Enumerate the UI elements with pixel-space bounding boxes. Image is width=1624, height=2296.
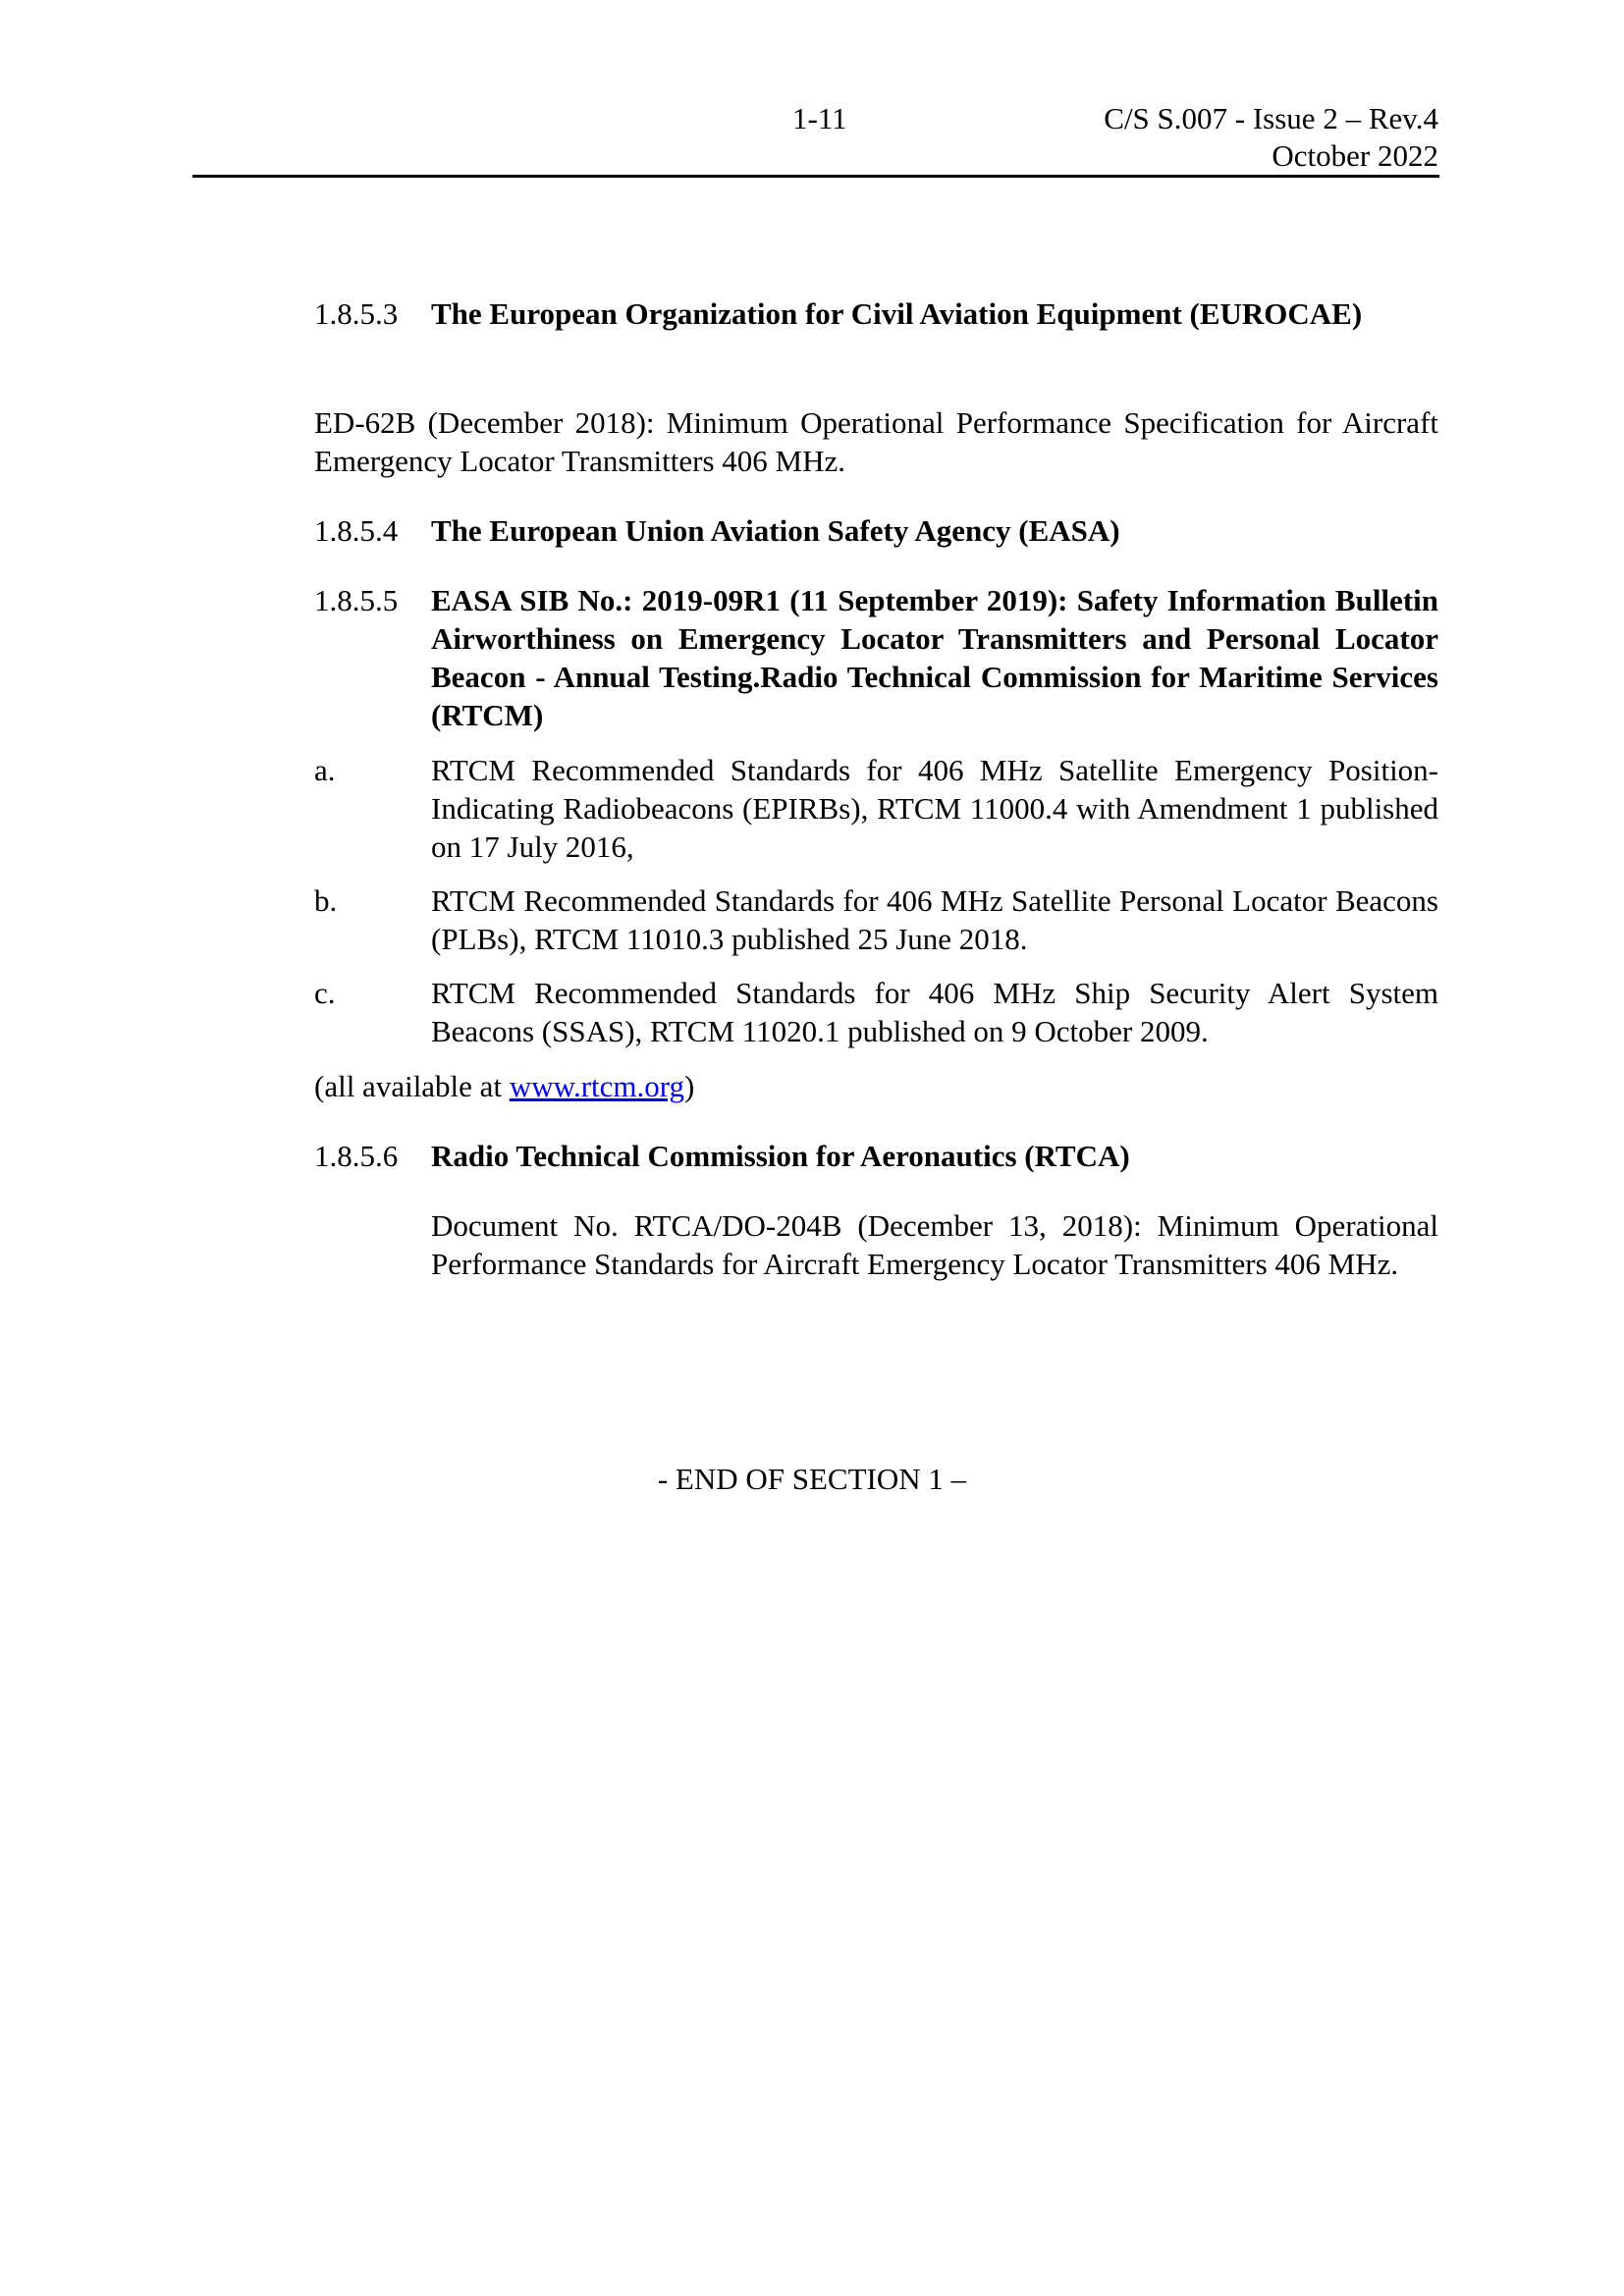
section-number: 1.8.5.3 xyxy=(314,296,399,331)
section-paragraph: ED-62B (December 2018): Minimum Operational Performance Specification for Aircraft Emergency Locator Transmitters 406 MHz. xyxy=(314,405,1438,478)
list-item-letter: a. xyxy=(314,753,336,787)
header-rule xyxy=(192,175,1439,178)
list-item-letter: c. xyxy=(314,976,336,1010)
end-of-section: - END OF SECTION 1 – xyxy=(657,1462,967,1496)
section-paragraph: Document No. RTCA/DO-204B (December 13, 2018): Minimum Operational Performance Standards for Aircraft Emergency Locator Transmitters 406 MHz. xyxy=(431,1208,1438,1281)
list-item-letter: b. xyxy=(314,883,338,918)
document-date: October 2022 xyxy=(1272,138,1438,173)
rtcm-link[interactable]: www.rtcm.org xyxy=(509,1069,685,1103)
page-number: 1-11 xyxy=(792,101,847,135)
section-number: 1.8.5.6 xyxy=(314,1139,399,1173)
section-heading: EASA SIB No.: 2019-09R1 (11 September 2019): Safety Information Bulletin Airworthiness on Emergency Locator Transmitters and Personal Locator Beacon - Annual Testing.Radio Technical Commission for Maritime Services (RTCM) xyxy=(431,583,1438,732)
list-item-text: RTCM Recommended Standards for 406 MHz Satellite Personal Locator Beacons (PLBs), RTCM 11010.3 published 25 June 2018. xyxy=(431,883,1438,956)
availability-suffix: ) xyxy=(684,1069,695,1103)
availability-prefix: (all available at xyxy=(314,1069,510,1103)
section-number: 1.8.5.4 xyxy=(314,513,399,548)
section-heading: The European Organization for Civil Aviation Equipment (EUROCAE) xyxy=(431,296,1363,331)
document-id: C/S S.007 - Issue 2 – Rev.4 xyxy=(1104,101,1438,135)
section-number: 1.8.5.5 xyxy=(314,583,399,617)
list-item-text: RTCM Recommended Standards for 406 MHz Ship Security Alert System Beacons (SSAS), RTCM 11020.1 published on 9 October 2009. xyxy=(431,976,1438,1048)
section-heading: Radio Technical Commission for Aeronautics (RTCA) xyxy=(431,1139,1130,1173)
list-item-text: RTCM Recommended Standards for 406 MHz Satellite Emergency Position-Indicating Radiobeacons (EPIRBs), RTCM 11000.4 with Amendment 1 published on 17 July 2016, xyxy=(431,753,1438,864)
section-heading: The European Union Aviation Safety Agency (EASA) xyxy=(431,513,1120,548)
availability-note xyxy=(314,1067,694,1105)
